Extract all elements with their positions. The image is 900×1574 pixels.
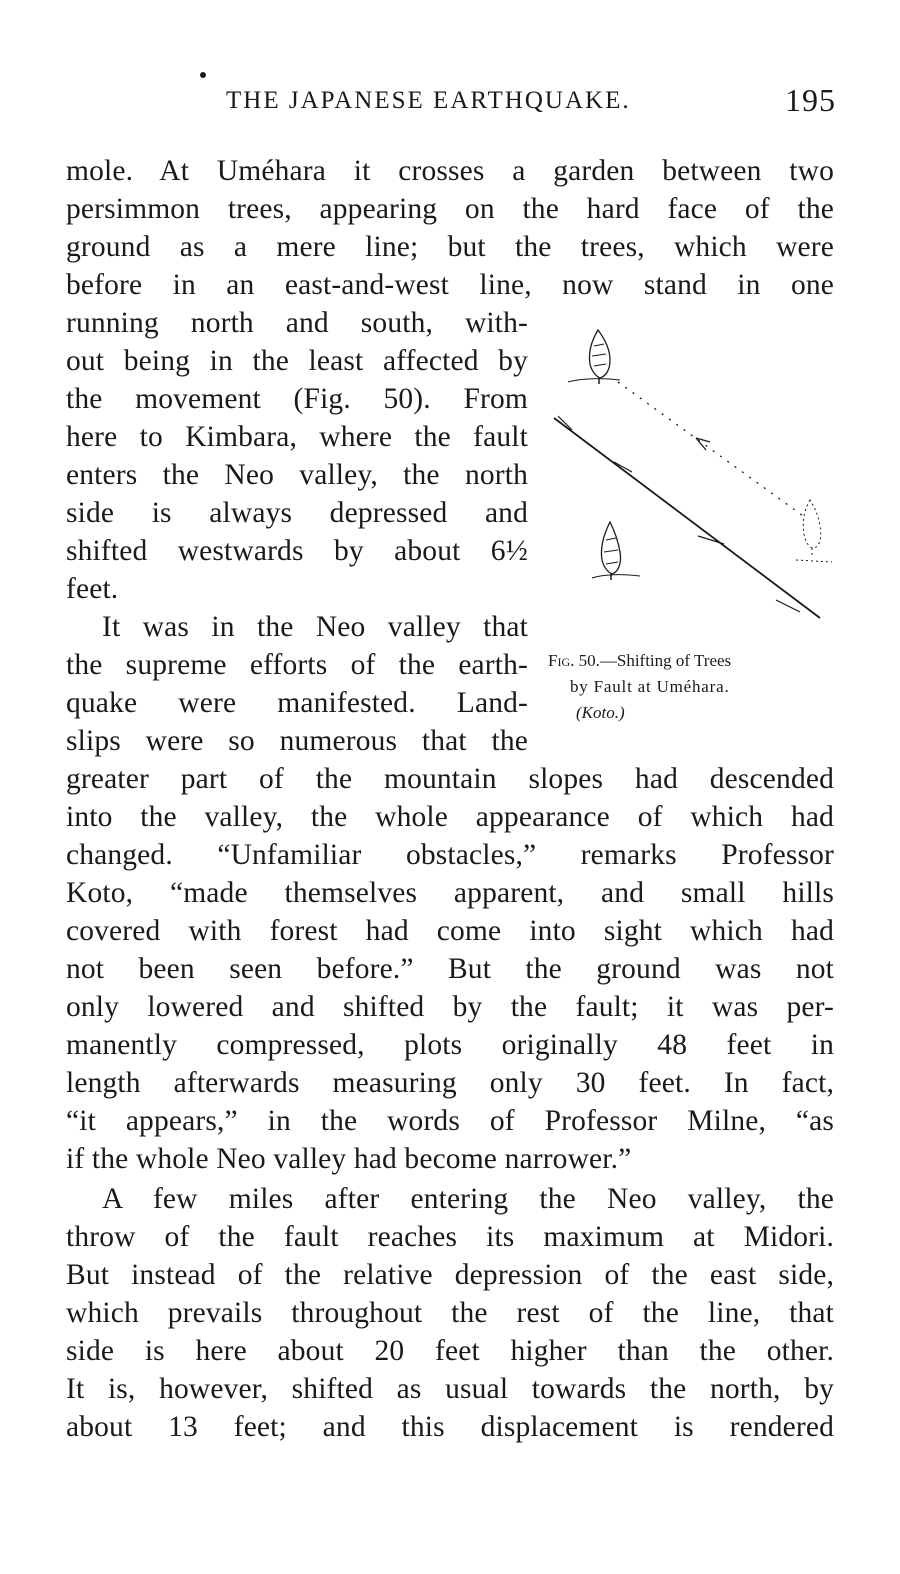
- body-line: about 13 feet; and this displacement is rendered: [66, 1411, 834, 1443]
- persimmon-trees-fault-illustration: [548, 312, 838, 640]
- body-line: running north and south, with-: [66, 307, 528, 339]
- lower-tree-icon: [592, 522, 640, 580]
- body-line: side is here about 20 feet higher than the other.: [66, 1335, 834, 1367]
- caption-line: (Koto.): [576, 703, 625, 722]
- page-number: 195: [785, 82, 836, 118]
- body-line: It was in the Neo valley that: [102, 611, 528, 643]
- body-line: not been seen before.” But the ground was not: [66, 953, 834, 985]
- upper-tree-icon: [568, 330, 620, 384]
- body-line: It is, however, shifted as usual towards the north, by: [66, 1373, 834, 1405]
- body-line: into the valley, the whole appearance of which had: [66, 801, 834, 833]
- body-line: shifted westwards by about 6½: [66, 535, 528, 567]
- body-line: A few miles after entering the Neo valley, the: [102, 1183, 834, 1215]
- body-line: quake were manifested. Land-: [66, 687, 528, 719]
- caption-line: Fig. 50.—Shifting of Trees: [548, 651, 732, 670]
- body-line: side is always depressed and: [66, 497, 528, 529]
- figure-caption: [548, 648, 838, 726]
- body-line: manently compressed, plots originally 48 feet in: [66, 1029, 834, 1061]
- body-line: which prevails throughout the rest of the line, that: [66, 1297, 834, 1329]
- body-line: changed. “Unfamiliar obstacles,” remarks Professor: [66, 839, 834, 871]
- body-line: enters the Neo valley, the north: [66, 459, 528, 491]
- body-line: length afterwards measuring only 30 feet. In fact,: [66, 1067, 834, 1099]
- body-line: only lowered and shifted by the fault; it was per-: [66, 991, 834, 1023]
- body-line: the supreme efforts of the earth-: [66, 649, 528, 681]
- body-line: feet.: [66, 573, 119, 605]
- body-line: slips were so numerous that the: [66, 725, 528, 757]
- body-line: out being in the least affected by: [66, 345, 528, 377]
- body-line: “it appears,” in the words of Professor Milne, “as: [66, 1105, 834, 1137]
- body-line: greater part of the mountain slopes had descended: [66, 763, 834, 795]
- body-line: covered with forest had come into sight which had: [66, 915, 834, 947]
- body-line: persimmon trees, appearing on the hard face of the: [66, 193, 834, 225]
- running-title: THE JAPANESE EARTHQUAKE.: [226, 87, 631, 114]
- body-line: before in an east-and-west line, now stand in one: [66, 269, 834, 301]
- body-line: throw of the fault reaches its maximum at Midori.: [66, 1221, 834, 1253]
- printer-mark: [200, 72, 206, 78]
- body-line: Koto, “made themselves apparent, and small hills: [66, 877, 834, 909]
- body-line: the movement (Fig. 50). From: [66, 383, 528, 415]
- body-line: ground as a mere line; but the trees, which were: [66, 231, 834, 263]
- body-line: But instead of the relative depression of the east side,: [66, 1259, 834, 1291]
- right-tree-icon: [796, 500, 832, 562]
- body-line: mole. At Uméhara it crosses a garden between two: [66, 155, 834, 187]
- body-line: here to Kimbara, where the fault: [66, 421, 528, 453]
- body-line: if the whole Neo valley had become narrower.”: [66, 1143, 632, 1175]
- caption-line: by Fault at Uméhara.: [570, 677, 730, 696]
